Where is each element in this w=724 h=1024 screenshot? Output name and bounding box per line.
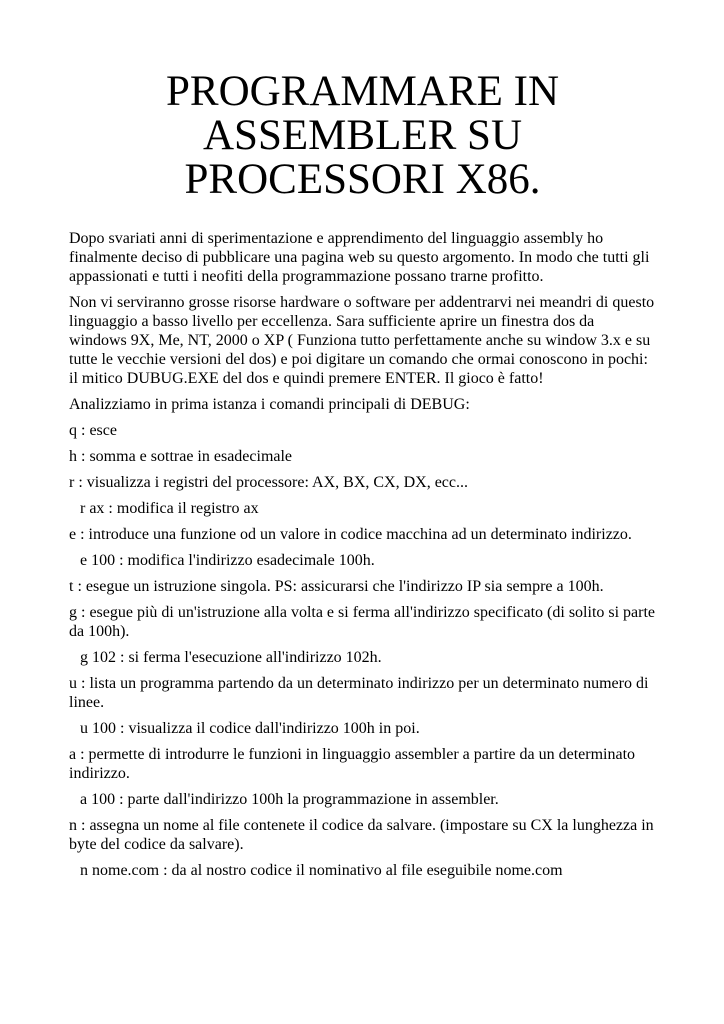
document-title: [69, 70, 656, 202]
example-u-100: u 100 : visualizza il codice dall'indirizzo 100h in poi.: [80, 720, 420, 737]
example-r-ax: r ax : modifica il registro ax: [80, 500, 259, 517]
requirements-paragraph: Non vi serviranno grosse risorse hardware o software per addentrarvi nei meandri di questo linguaggio a basso livello per eccellenza. Sara sufficiente aprire un finestra dos da windows 9X, Me, NT, 2000 o XP ( Funziona tutto perfettamente anche su window 3.x e su tutte le vecchie versioni del dos) e poi digitare un comando che ormai conoscono in pochi: il mitico DUBUG.EXE del dos e quindi premere ENTER. Il gioco è fatto!: [69, 294, 655, 387]
command-e: e : introduce una funzione od un valore in codice macchina ad un determinato indirizzo.: [69, 526, 632, 543]
command-g: g : esegue più di un'istruzione alla volta e si ferma all'indirizzo specificato (di solito si parte da 100h).: [69, 604, 656, 640]
title-line-1: PROGRAMMARE IN: [165, 68, 560, 115]
example-g-102: g 102 : si ferma l'esecuzione all'indirizzo 102h.: [80, 649, 382, 666]
example-e-100: e 100 : modifica l'indirizzo esadecimale 100h.: [80, 552, 375, 569]
command-r: r : visualizza i registri del processore: AX, BX, CX, DX, ecc...: [69, 474, 469, 491]
command-q: q : esce: [69, 422, 117, 439]
title-line-3: PROCESSORI X86.: [184, 156, 541, 203]
title-line-2: ASSEMBLER SU: [203, 112, 522, 159]
command-h: h : somma e sottrae in esadecimale: [69, 448, 293, 465]
command-u: u : lista un programma partendo da un determinato indirizzo per un determinato numero di linee.: [69, 675, 649, 711]
example-a-100: a 100 : parte dall'indirizzo 100h la programmazione in assembler.: [80, 791, 499, 808]
command-a: a : permette di introdurre le funzioni in linguaggio assembler a partire da un determinato indirizzo.: [69, 746, 636, 782]
command-n: n : assegna un nome al file contenete il codice da salvare. (impostare su CX la lunghezza in byte del codice da salvare).: [69, 817, 654, 853]
document-body: [69, 229, 656, 880]
commands-intro: Analizziamo in prima istanza i comandi principali di DEBUG:: [69, 396, 470, 413]
intro-paragraph: Dopo svariati anni di sperimentazione e apprendimento del linguaggio assembly ho finalmente deciso di pubblicare una pagina web su questo argomento. In modo che tutti gli appassionati e tutti i neofiti della programmazione possano trarne profitto.: [69, 230, 650, 285]
command-t: t : esegue un istruzione singola. PS: assicurarsi che l'indirizzo IP sia sempre a 100h.: [69, 578, 604, 595]
example-n-nome: n nome.com : da al nostro codice il nominativo al file eseguibile nome.com: [80, 862, 563, 879]
